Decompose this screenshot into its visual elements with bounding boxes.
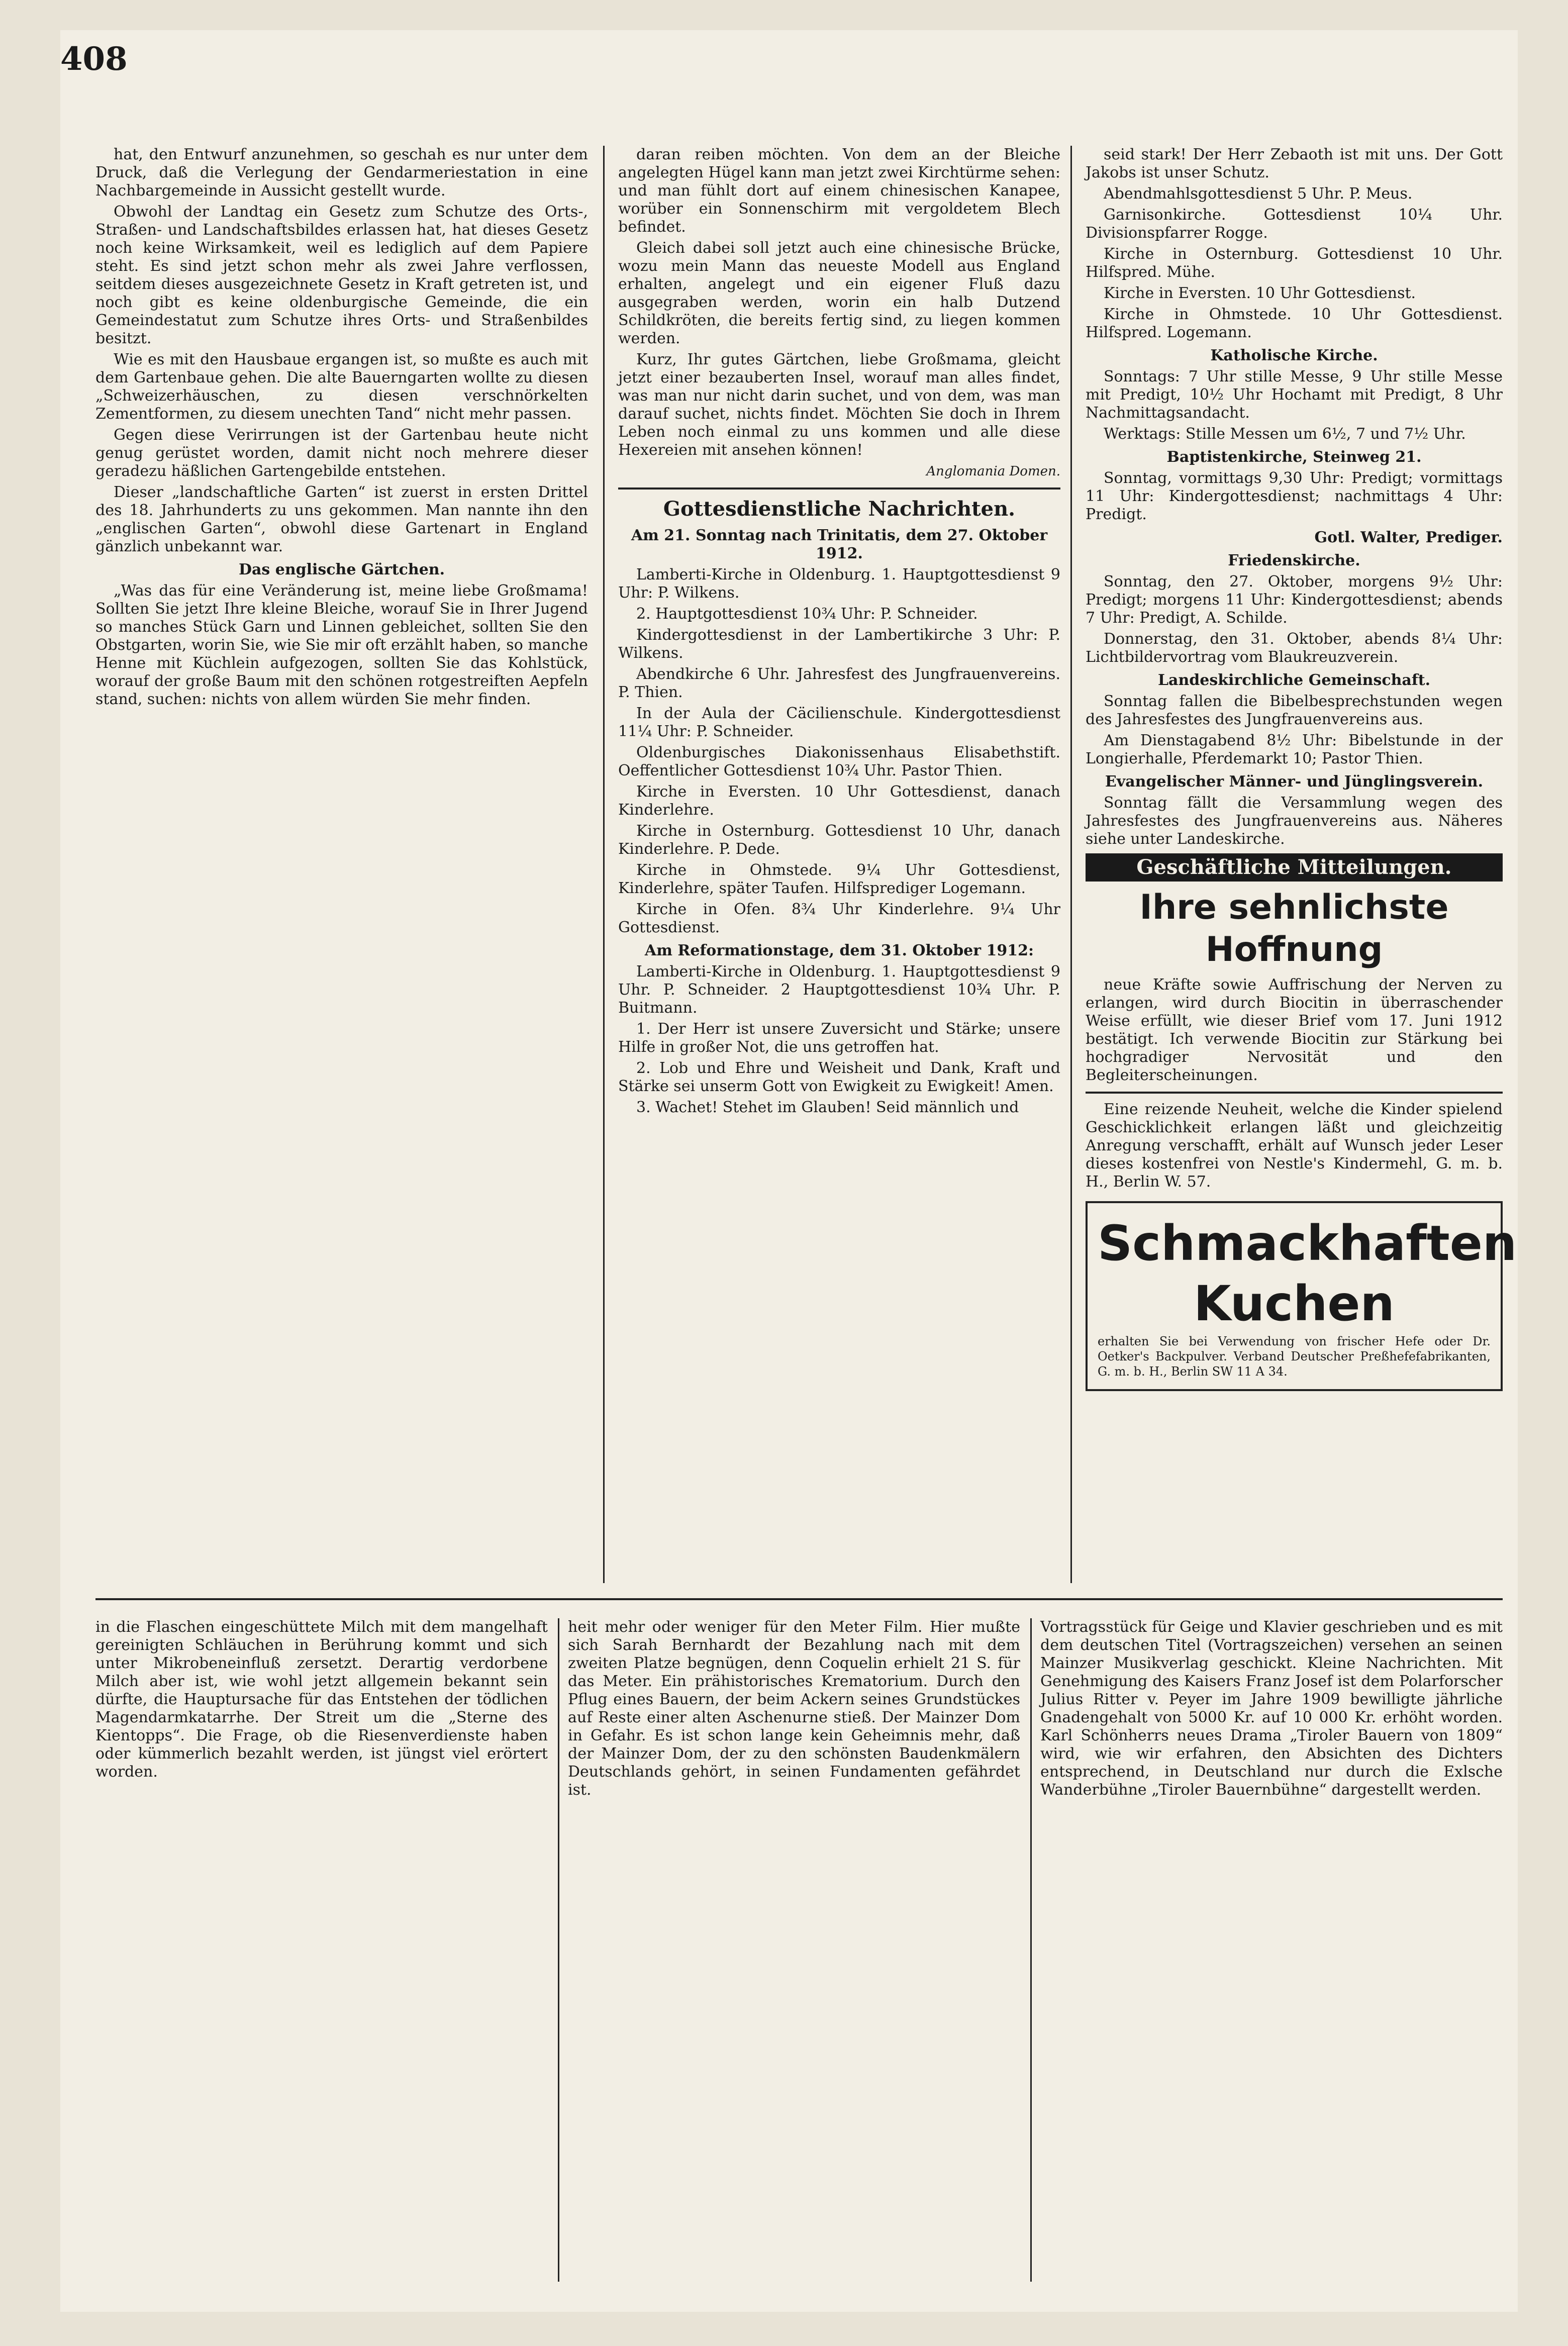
service-line: 3. Wachet! Stehet im Glauben! Seid männlich und	[636, 1099, 1019, 1116]
section-heading: Evangelischer Männer- und Jünglingsverein.	[1105, 773, 1484, 791]
service-line: seid stark! Der Herr Zebaoth ist mit uns. Der Gott Jakobs ist unser Schutz.	[1086, 146, 1503, 181]
paragraph: Gleich dabei soll jetzt auch eine chinesische Brücke, wozu mein Mann das neueste Modell aus England erhalten, angelegt und ein eigener Fluß dazu ausgegraben werden, worin ein halb Dutzend Schildkröten, die bereits fertig sind, zu liegen kommen werden.	[618, 239, 1060, 347]
bottom-column-1: in die Flaschen eingeschüttete Milch mit dem mangelhaft gereinigten Schläuchen in Berührung kommt und sich unter Mikrobeneinfluß zersetzt. Derartig verdorbene Milch aber ist, wie wohl jetzt allgemein bekannt sein dürfte, die Hauptursache für das Entstehen der tödlichen Magendarmkatarrhe. Der Streit um die „Sterne des Kientopps“. Die Frage, ob die Riesenverdienste haben oder kümmerlich bezahlt werden, ist jüngst viel erörtert worden.	[95, 1618, 548, 1781]
column-rule	[1030, 1618, 1032, 2282]
column-2	[618, 146, 1060, 1120]
service-line: Kirche in Osternburg. Gottesdienst 10 Uhr, danach Kinderlehre. P. Dede.	[618, 822, 1060, 858]
service-line: Sonntag, den 27. Oktober, morgens 9½ Uhr: Predigt; morgens 11 Uhr: Kindergottesdienst; abends 7 Uhr: Predigt, A. Schilde.	[1086, 573, 1503, 627]
service-line: Kindergottesdienst in der Lambertikirche 3 Uhr: P. Wilkens.	[618, 626, 1060, 662]
service-line: Kirche in Eversten. 10 Uhr Gottesdienst, danach Kinderlehre.	[618, 783, 1060, 819]
service-line: Kirche in Ofen. 8¾ Uhr Kinderlehre. 9¼ Uhr Gottesdienst.	[618, 901, 1060, 936]
paragraph: „Was das für eine Veränderung ist, meine liebe Großmama! Sollten Sie jetzt Ihre kleine Bleiche, worauf Sie in Ihrer Jugend so manches Stück Garn und Linnen gebleichet, sollten Sie den Obstgarten, worin Sie, wie Sie mir oft erzählt haben, so manche Henne mit Küchlein aufgezogen, sollten Sie das Kohlstück, worauf der große Baum mit den schönen rotgestreiften Aepfeln stand, suchen: nichts von allem würden Sie mehr finden.	[95, 582, 588, 708]
service-line: 1. Der Herr ist unsere Zuversicht und Stärke; unsere Hilfe in großer Not, die uns getroffen hat.	[618, 1020, 1060, 1056]
service-line: Donnerstag, den 31. Oktober, abends 8¼ Uhr: Lichtbildervortrag vom Blaukreuzverein.	[1086, 630, 1503, 666]
paragraph: Dieser „landschaftliche Garten“ ist zuerst in ersten Drittel des 18. Jahrhunderts zu uns gekommen. Man nannte ihn den „englischen Garten“, obwohl diese Gartenart in England gänzlich unbekannt war.	[95, 483, 588, 555]
paragraph: Gegen diese Verirrungen ist der Gartenbau heute nicht genug gerüstet worden, damit nicht noch mehrere dieser geradezu häßlichen Gartengebilde entstehen.	[95, 426, 588, 480]
ad-headline: Ihre sehnlichste Hoffnung	[1139, 888, 1449, 969]
column-rule	[1070, 146, 1072, 1583]
section-heading: Baptistenkirche, Steinweg 21.	[1166, 448, 1422, 466]
preacher-name: Gotl. Walter, Prediger.	[1314, 529, 1503, 546]
paragraph: Kurz, Ihr gutes Gärtchen, liebe Großmama, gleicht jetzt einer bezauberten Insel, worauf man alles findet, was man nur nicht darin suchet, und von dem, was man darauf suchet, nichts findet. Möchten Sie doch in Ihrem Leben noch einmal zu uns kommen und alle diese Hexereien mit ansehen können!	[618, 351, 1060, 459]
paragraph: hat, den Entwurf anzunehmen, so geschah es nur unter dem Druck, daß die Verlegung der Gendarmeriestation in eine Nachbargemeinde in Aussicht gestellt wurde.	[95, 146, 588, 200]
ad-text: Eine reizende Neuheit, welche die Kinder spielend Geschicklichkeit erlangen läßt und gleichzeitig Anregung verschafft, erhält auf Wunsch jeder Leser dieses kostenfrei von Nestle's Kindermehl, G. m. b. H., Berlin W. 57.	[1086, 1101, 1503, 1191]
column-1	[95, 146, 588, 712]
service-line: 2. Lob und Ehre und Weisheit und Dank, Kraft und Stärke sei unserm Gott von Ewigkeit zu Ewigkeit! Amen.	[618, 1059, 1060, 1095]
paragraph: Obwohl der Landtag ein Gesetz zum Schutze des Orts-, Straßen- und Landschaftsbildes erlassen hat, hat dieses Gesetz noch keine Wirksamkeit, weil es lediglich auf dem Papiere steht. Es sind jetzt schon mehr als zwei Jahre verflossen, seitdem dieses ausgezeichnete Gesetz in Kraft getreten ist, und noch gibt es keine oldenburgische Gemeinde, die ein Gemeindestatut zum Schutze ihres Orts- und Straßenbildes besitzt.	[95, 203, 588, 347]
kuchen-ad	[1086, 1201, 1517, 1391]
church-news-subtitle: Am 21. Sonntag nach Trinitatis, dem 27. Oktober 1912.	[631, 527, 1048, 562]
section-rule	[618, 487, 1060, 490]
paragraph: daran reiben möchten. Von dem an der Bleiche angelegten Hügel kann man jetzt zwei Kirchtürme sehen: und man fühlt dort auf einem chinesischen Kanapee, worüber ein Sonnenschirm mit vergoldetem Blech befindet.	[618, 146, 1060, 236]
service-line: Abendkirche 6 Uhr. Jahresfest des Jungfrauenvereins. P. Thien.	[618, 665, 1060, 701]
service-line: Kirche in Osternburg. Gottesdienst 10 Uhr. Hilfspred. Mühe.	[1086, 245, 1503, 281]
section-heading: Katholische Kirche.	[1210, 347, 1378, 364]
page-number: 408	[60, 40, 128, 78]
section-heading: Landeskirchliche Gemeinschaft.	[1157, 671, 1431, 689]
service-line: Lamberti-Kirche in Oldenburg. 1. Hauptgottesdienst 9 Uhr: P. Wilkens.	[618, 566, 1060, 602]
bottom-column-2: heit mehr oder weniger für den Meter Film. Hier mußte sich Sarah Bernhardt der Bezahlung nach mit dem zweiten Platze begnügen, denn Coquelin erhielt 21 S. für das Meter. Ein prähistorisches Krematorium. Durch den Pflug eines Bauern, der beim Ackern seines Grundstückes auf Reste einer alten Aschenurne stieß. Der Mainzer Dom in Gefahr. Es ist schon lange kein Geheimnis mehr, daß der Mainzer Dom, der zu den schönsten Baudenkmälern Deutschlands gehört, in seinen Fundamenten gefährdet ist.	[568, 1618, 1020, 1799]
service-line: 2. Hauptgottesdienst 10¾ Uhr: P. Schneider.	[636, 605, 978, 623]
section-heading: Das englische Gärtchen.	[238, 561, 445, 578]
column-rule	[603, 146, 605, 1583]
bottom-column-3: Vortragsstück für Geige und Klavier geschrieben und es mit dem deutschen Titel (Vortragszeichen) versehen an seinen Mainzer Musikverlag geschickt. Kleine Nachrichten. Mit Genehmigung des Kaisers Franz Josef ist dem Polarforscher Julius Ritter v. Peyer im Jahre 1909 bewilligte jährliche Gnadengehalt von 5000 Kr. auf 10 000 Kr. erhöht worden. Karl Schönherrs neues Drama „Tiroler Bauern von 1809“ wird, wie wir erfahren, den Absichten des Dichters entsprechend, in Deutschland nur durch die Exlsche Wanderbühne „Tiroler Bauernbühne“ dargestellt werden.	[1040, 1618, 1503, 1799]
service-line: Kirche in Ohmstede. 10 Uhr Gottesdienst. Hilfspred. Logemann.	[1086, 306, 1503, 341]
service-line: Sonntag, vormittags 9,30 Uhr: Predigt; vormittags 11 Uhr: Kindergottesdienst; nachmittags 4 Uhr: Predigt.	[1086, 469, 1503, 523]
service-line: Am Dienstagabend 8½ Uhr: Bibelstunde in der Longierhalle, Pferdemarkt 10; Pastor Thien.	[1086, 732, 1503, 767]
ad-headline: Schmackhaften Kuchen	[1098, 1215, 1517, 1332]
section-rule	[1086, 1092, 1503, 1094]
service-line: Oldenburgisches Diakonissenhaus Elisabethstift. Oeffentlicher Gottesdienst 10¾ Uhr. Pastor Thien.	[618, 744, 1060, 779]
ad-text: neue Kräfte sowie Auffrischung der Nerven zu erlangen, wird durch Biocitin in überraschender Weise erfüllt, wie dieser Brief vom 17. Juni 1912 bestätigt. Ich verwende Biocitin zur Stärkung bei hochgradiger Nervosität und den Begleiterscheinungen.	[1086, 976, 1503, 1084]
column-rule	[558, 1618, 559, 2282]
service-line: Sonntag fallen die Bibelbesprechstunden wegen des Jahresfestes des Jungfrauenvereins aus.	[1086, 693, 1503, 728]
ad-text: erhalten Sie bei Verwendung von frischer Hefe oder Dr. Oetker's Backpulver. Verband Deutscher Preßhefefabrikanten, G. m. b. H., Berlin SW 11 A 34.	[1098, 1334, 1491, 1379]
service-line: Abendmahlsgottesdienst 5 Uhr. P. Meus.	[1104, 185, 1413, 203]
signature: Anglomania Domen.	[926, 464, 1060, 479]
paragraph: Wie es mit den Hausbaue ergangen ist, so mußte es auch mit dem Gartenbaue gehen. Die alte Bauerngarten wollte zu diesen „Schweizerhäuschen, zu diesen verschnörkelten Zementformen, zu diesem unechten Tand“ nicht mehr passen.	[95, 351, 588, 423]
service-line: In der Aula der Cäcilienschule. Kindergottesdienst 11¼ Uhr: P. Schneider.	[618, 705, 1060, 740]
service-line: Kirche in Eversten. 10 Uhr Gottesdienst.	[1104, 284, 1416, 302]
service-line: Lamberti-Kirche in Oldenburg. 1. Hauptgottesdienst 9 Uhr. P. Schneider. 2 Hauptgottesdienst 10¾ Uhr. P. Buitmann.	[618, 963, 1060, 1017]
service-line: Garnisonkirche. Gottesdienst 10¼ Uhr. Divisionspfarrer Rogge.	[1086, 206, 1503, 242]
reformation-subtitle: Am Reformationstage, dem 31. Oktober 1912:	[644, 942, 1034, 959]
service-line: Kirche in Ohmstede. 9¼ Uhr Gottesdienst, Kinderlehre, später Taufen. Hilfsprediger Logemann.	[618, 861, 1060, 897]
column-3	[1086, 146, 1517, 1391]
newspaper-page	[60, 30, 1518, 2312]
service-line: Werktags: Stille Messen um 6½, 7 und 7½ Uhr.	[1104, 425, 1466, 443]
business-notices-banner: Geschäftliche Mitteilungen.	[1086, 853, 1503, 882]
church-news-title: Gottesdienstliche Nachrichten.	[663, 497, 1016, 521]
service-line: Sonntags: 7 Uhr stille Messe, 9 Uhr stille Messe mit Predigt, 10½ Uhr Hochamt mit Predigt, 8 Uhr Nachmittagsandacht.	[1086, 368, 1503, 422]
section-heading: Friedenskirche.	[1228, 552, 1360, 569]
horizontal-rule	[95, 1598, 1503, 1600]
service-line: Sonntag fällt die Versammlung wegen des Jahresfestes des Jungfrauenvereins aus. Näheres siehe unter Landeskirche.	[1086, 794, 1503, 848]
